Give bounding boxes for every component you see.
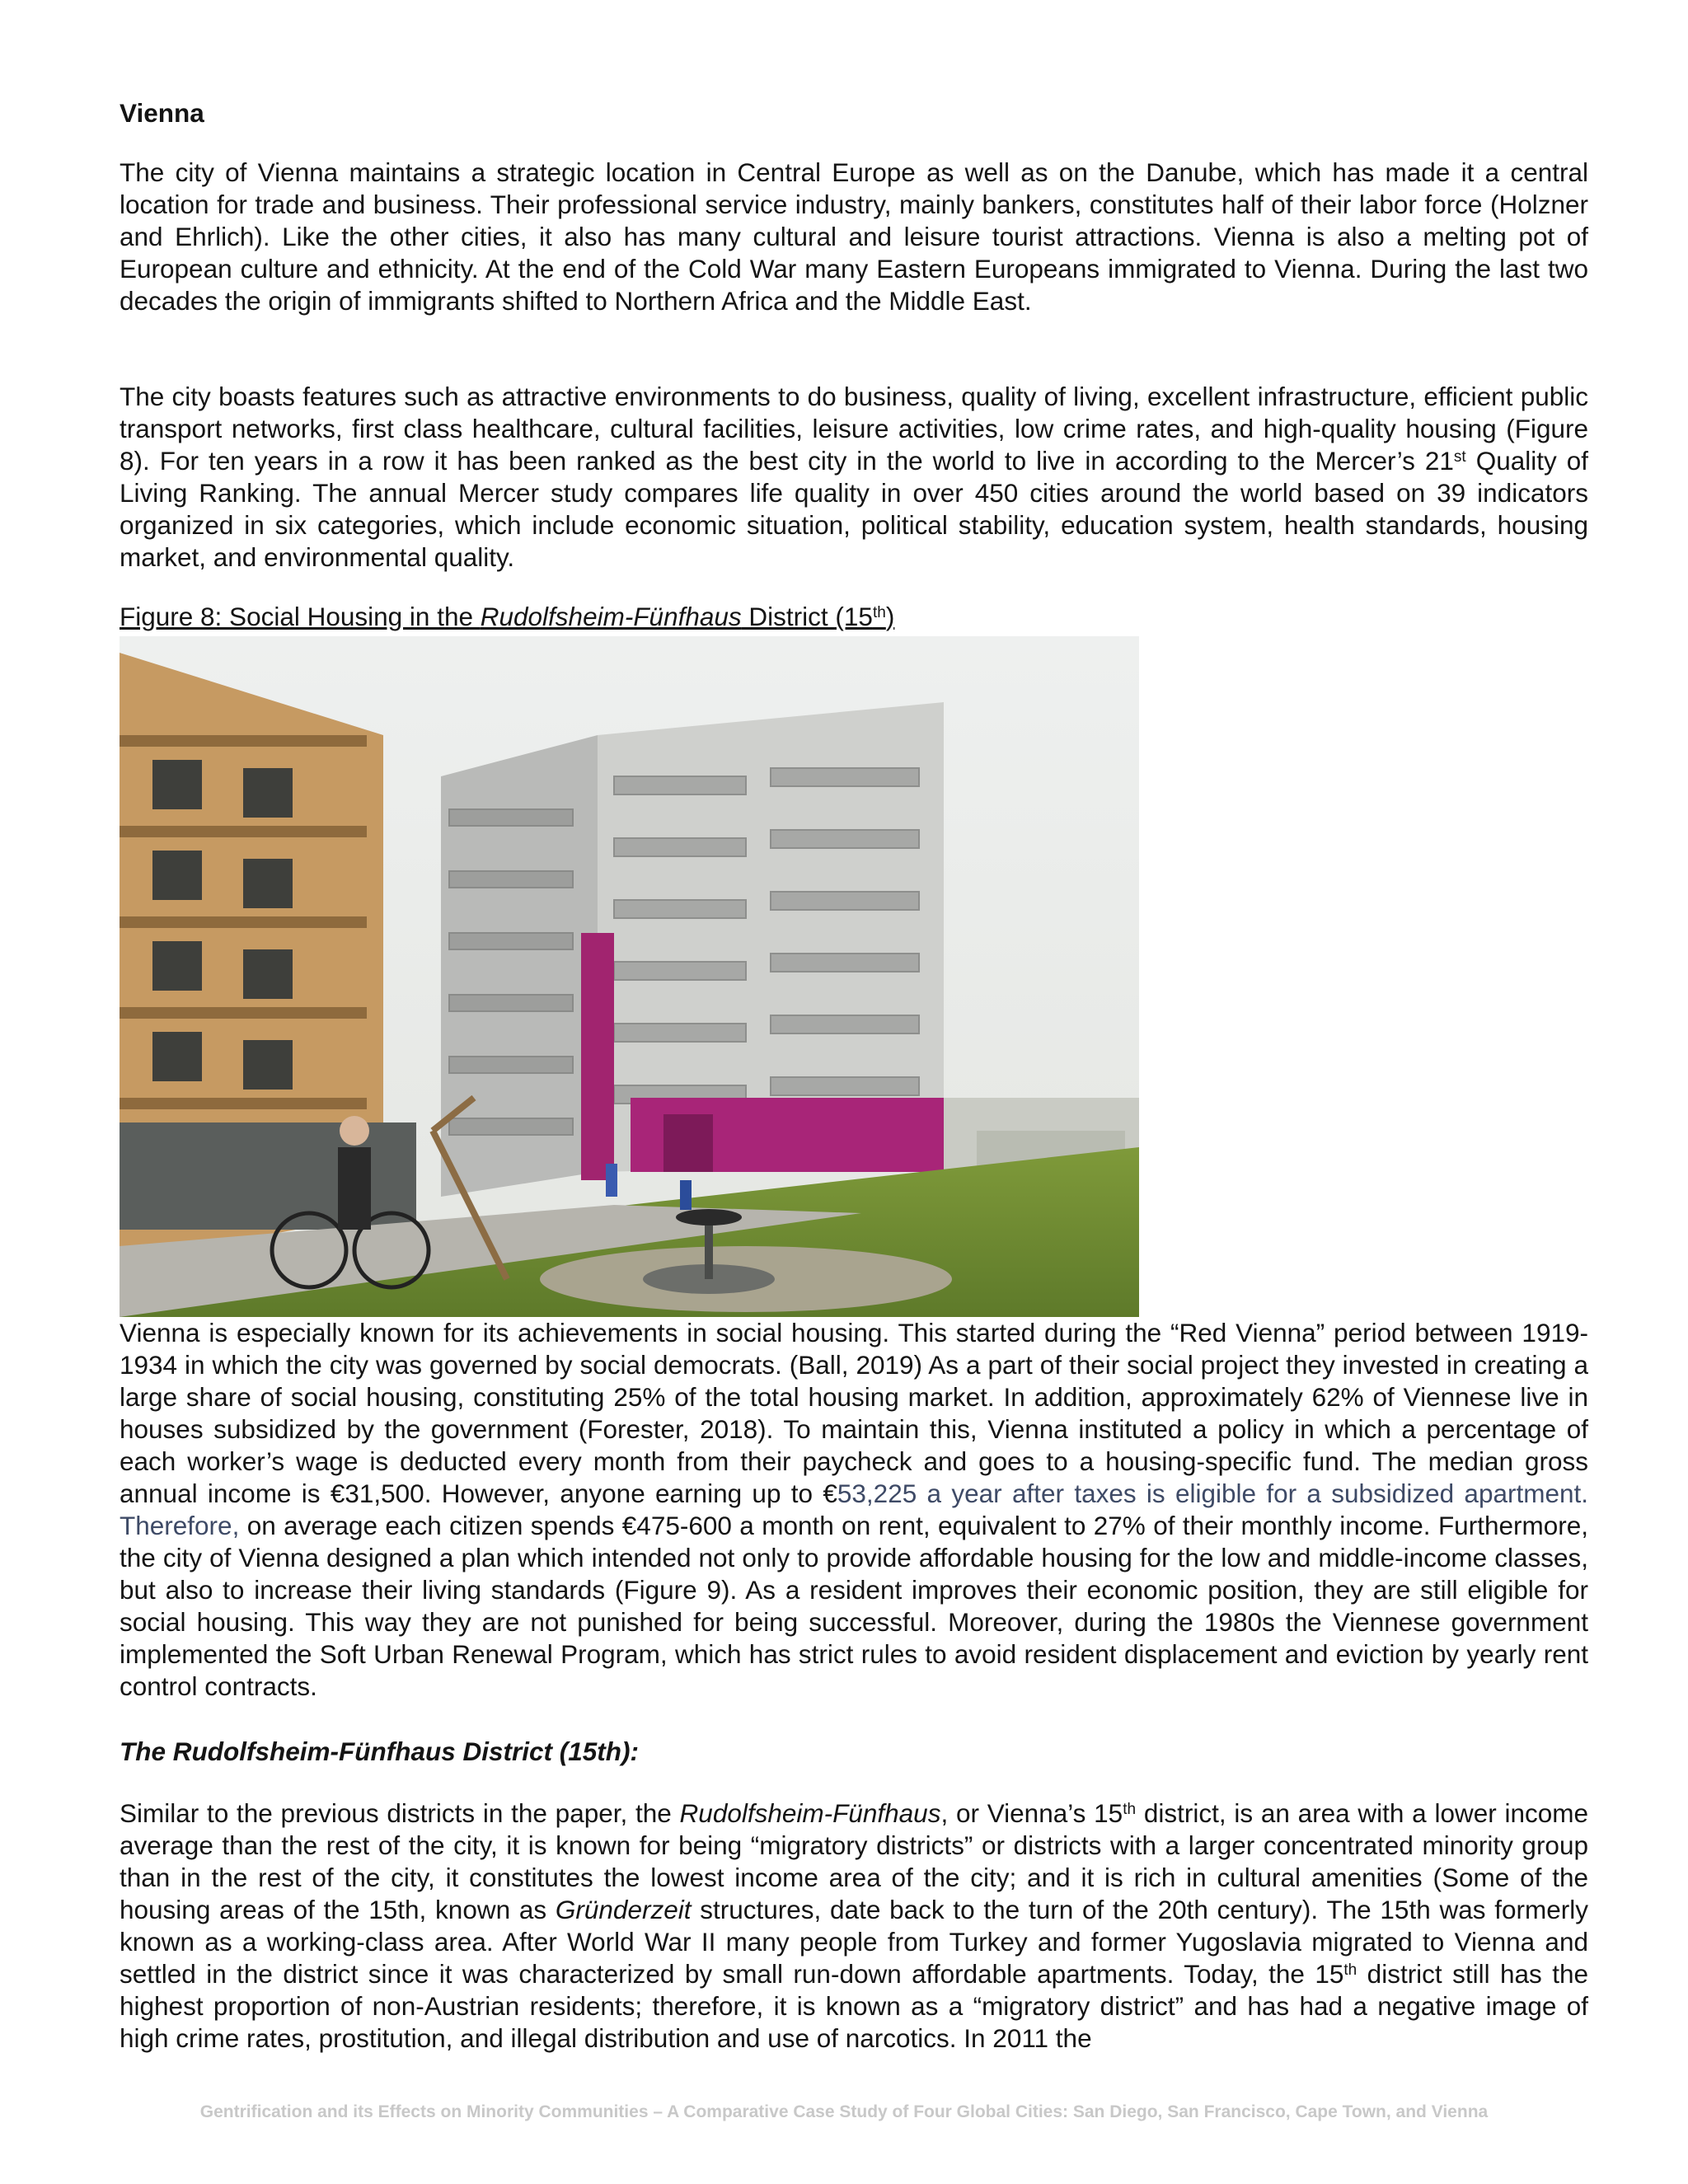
superscript: th (1343, 1961, 1357, 1979)
paragraph-features (120, 381, 1588, 574)
superscript: th (1123, 1801, 1137, 1818)
italic-text: Rudolfsheim-Fünfhaus (679, 1798, 941, 1828)
paragraph-text: district still has the highest proportion of non-Austrian residents; therefore, it is known as a “migratory district” and has had a negative image of high crime rates, prostitution, and illegal distribution and use of narcotics. In 2011 the (120, 1959, 1588, 2053)
district-subheading: The Rudolfsheim-Fünfhaus District (15th): (120, 1736, 639, 1766)
caption-italic: Rudolfsheim-Fünfhaus (480, 602, 742, 631)
paragraph-text: , or Vienna’s 15 (940, 1798, 1123, 1828)
paragraph-text: structures, date back to the turn of the 20th century). The 15th was formerly known as a working-class area. After World War II many people from Turkey and former Yugoslavia migrated to Vienna and settled in the district since it was characterized by small run-down affordable apartments. Today, the 15 (120, 1895, 1589, 1989)
paragraph-text: Similar to the previous districts in the paper, the (120, 1798, 680, 1828)
paragraph-text: 53,225 a year after taxes is eligible for a subsidized apartment. Therefore, (120, 1479, 1589, 1540)
paragraph-social-housing (120, 1317, 1588, 1703)
section-heading: Vienna (120, 98, 204, 128)
italic-text: Gründerzeit (555, 1895, 692, 1924)
paragraph-text: Quality of Living Ranking. The annual Mercer study compares life quality in over 450 cities around the world based on 39 indicators organized in six categories, which include economic situation, political stability, education system, health standards, housing market, and environmental quality. (120, 446, 1588, 572)
paragraph-text: district, is an area with a lower income average than the rest of the city, it is known for being “migratory districts” or districts with a larger concentrated minority group than in the rest of the city, it constitutes the lowest income area of the city; and it is rich in cultural amenities (Some of the housing areas of the 15th, known as (120, 1798, 1589, 1924)
superscript: st (1453, 448, 1466, 466)
caption-text: ) (885, 602, 895, 631)
social-housing-photo (120, 636, 1139, 1317)
page-body (120, 97, 1588, 2055)
superscript: th (872, 604, 886, 621)
caption-text: Figure 8: Social Housing in the (120, 602, 481, 631)
paragraph-text: Vienna is especially known for its achievements in social housing. This started during the “Red Vienna” period between 1919-1934 in which the city was governed by social democrats. (Ball, 2019) As a part of their social project they invested in creating a large share of social housing, constituting 25% of the total housing market. In addition, approximately 62% of Viennese live in houses subsidized by the government (Forester, 2018). To maintain this, Vienna instituted a policy in which a percentage of each worker’s wage is deducted every month from their paycheck and goes to a housing-specific fund. The median gross annual income is €31,500. However, anyone earning up to € (120, 1318, 1588, 1508)
paragraph-intro: The city of Vienna maintains a strategic location in Central Europe as well as on the Danube, which has made it a central location for trade and business. Their professional service industry, mainly bankers, constitutes half of their labor force (Holzner and Ehrlich). Like the other cities, it also has many cultural and leisure tourist attractions. Vienna is also a melting pot of European culture and ethnicity. At the end of the Cold War many Eastern Europeans immigrated to Vienna. During the last two decades the origin of immigrants shifted to Northern Africa and the Middle East. (120, 157, 1588, 316)
paragraph-text: on average each citizen spends €475-600 a month on rent, equivalent to 27% of their monthly income. Furthermore, the city of Vienna designed a plan which intended not only to provide affordable housing for the low and middle-income classes, but also to increase their living standards (Figure 9). As a resident improves their economic position, they are still eligible for social housing. This way they are not punished for being successful. Moreover, during the 1980s the Viennese government implemented the Soft Urban Renewal Program, which has strict rules to avoid resident displacement and eviction by yearly rent control contracts. (120, 1511, 1588, 1701)
page-footer: Gentrification and its Effects on Minority Communities – A Comparative Case Study of Four Global Cities: San Diego, San Francisco, Cape Town, and Vienna (199, 2102, 1489, 2121)
figure-caption (120, 601, 1588, 633)
paragraph-district (120, 1797, 1588, 2055)
caption-text: District (15 (741, 602, 873, 631)
paragraph-text: The city boasts features such as attractive environments to do business, quality of living, excellent infrastructure, efficient public transport networks, first class healthcare, cultural facilities, leisure activities, low crime rates, and high-quality housing (Figure 8). For ten years in a row it has been ranked as the best city in the world to live in according to the Mercer’s 21 (120, 382, 1588, 476)
